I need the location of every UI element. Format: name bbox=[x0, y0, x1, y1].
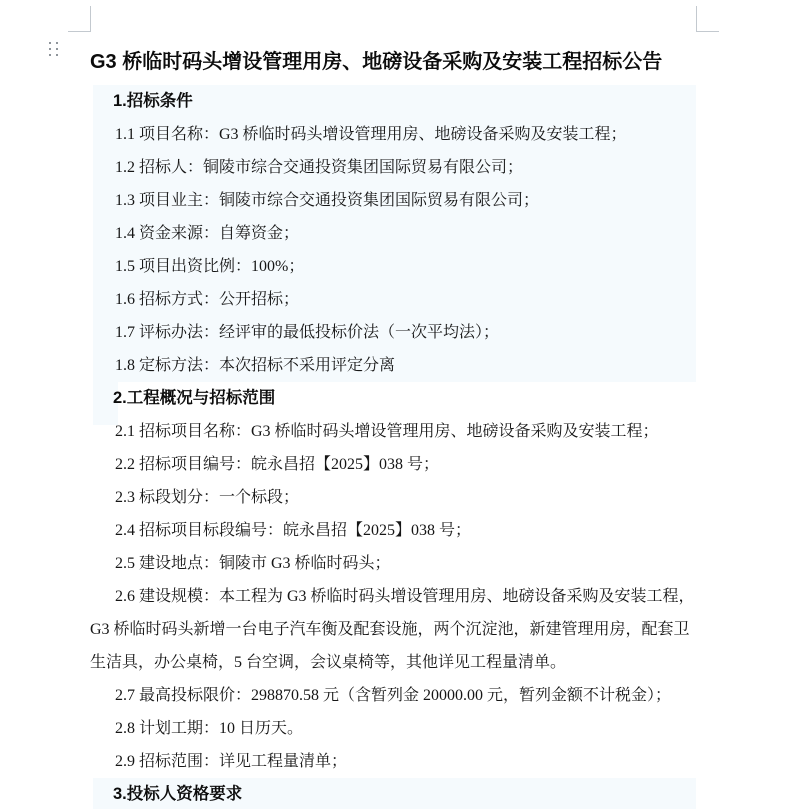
section-heading-1: 1.招标条件 bbox=[113, 92, 193, 110]
paragraph-2-9: 2.9 招标范围：详见工程量清单； bbox=[115, 753, 348, 770]
paragraph-2-6-line-1: 2.6 建设规模：本工程为 G3 桥临时码头增设管理用房、地磅设备采购及安装工程， bbox=[115, 588, 695, 605]
paragraph-1-2: 1.2 招标人：铜陵市综合交通投资集团国际贸易有限公司； bbox=[115, 159, 524, 176]
paragraph-1-5: 1.5 项目出资比例：100%； bbox=[115, 258, 305, 275]
section-heading-3: 3.投标人资格要求 bbox=[113, 785, 243, 803]
section-heading-2: 2.工程概况与招标范围 bbox=[113, 389, 276, 407]
paragraph-2-5: 2.5 建设地点：铜陵市 G3 桥临时码头； bbox=[115, 555, 391, 572]
paragraph-2-2: 2.2 招标项目编号：皖永昌招【2025】038 号； bbox=[115, 456, 440, 473]
paragraph-2-4: 2.4 招标项目标段编号：皖永昌招【2025】038 号； bbox=[115, 522, 472, 539]
paragraph-1-8: 1.8 定标方法：本次招标不采用评定分离 bbox=[115, 357, 396, 374]
paragraph-1-1: 1.1 项目名称：G3 桥临时码头增设管理用房、地磅设备采购及安装工程； bbox=[115, 126, 627, 143]
drag-handle-icon[interactable] bbox=[49, 42, 58, 57]
document-title[interactable]: G3 桥临时码头增设管理用房、地磅设备采购及安装工程招标公告 bbox=[90, 51, 663, 74]
paragraph-2-7: 2.7 最高投标限价：298870.58 元（含暂列金 20000.00 元，暂列金额不计税金）； bbox=[115, 687, 672, 704]
paragraph-1-7: 1.7 评标办法：经评审的最低投标价法（一次平均法）； bbox=[115, 324, 500, 341]
paragraph-1-3: 1.3 项目业主：铜陵市综合交通投资集团国际贸易有限公司； bbox=[115, 192, 540, 209]
document-body bbox=[90, 85, 702, 809]
paragraph-1-4: 1.4 资金来源：自筹资金； bbox=[115, 225, 300, 242]
paragraph-2-8: 2.8 计划工期：10 日历天。 bbox=[115, 720, 304, 737]
paragraph-1-6: 1.6 招标方式：公开招标； bbox=[115, 291, 300, 308]
page-corner-mark-top-left bbox=[68, 6, 91, 32]
paragraph-2-6-line-3: 生洁具，办公桌椅，5 台空调，会议桌椅等，其他详见工程量清单。 bbox=[90, 654, 567, 671]
paragraph-2-6-line-2: G3 桥临时码头新增一台电子汽车衡及配套设施，两个沉淀池，新建管理用房，配套卫 bbox=[90, 621, 690, 638]
paragraph-2-3: 2.3 标段划分：一个标段； bbox=[115, 489, 300, 506]
page-corner-mark-top-right bbox=[696, 6, 719, 32]
paragraph-2-1: 2.1 招标项目名称：G3 桥临时码头增设管理用房、地磅设备采购及安装工程； bbox=[115, 423, 659, 440]
